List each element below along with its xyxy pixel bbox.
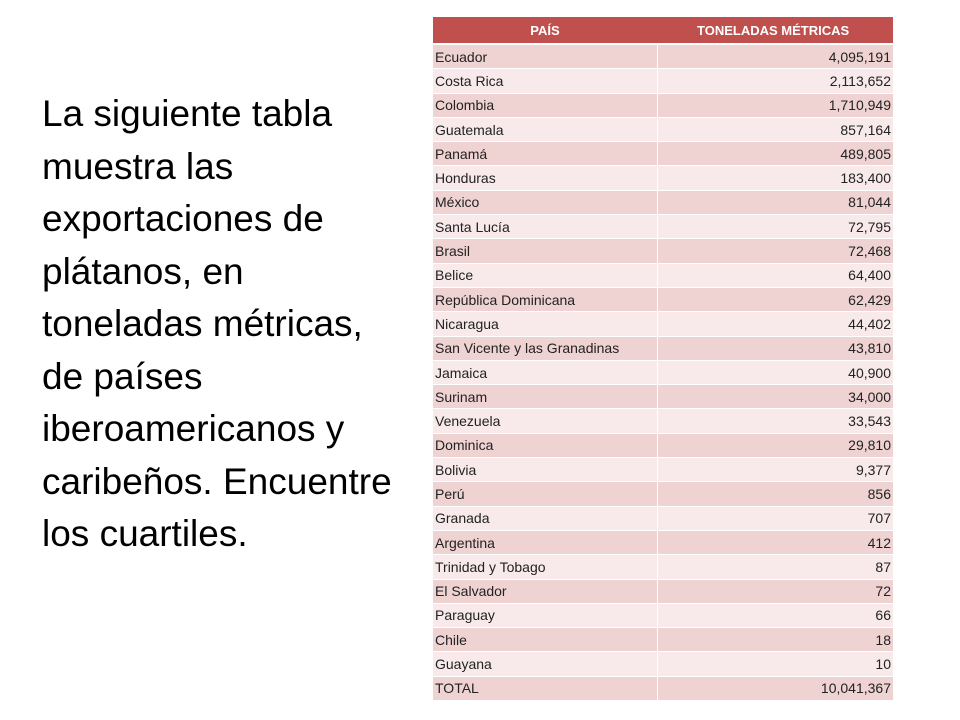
table-row (433, 190, 893, 214)
tonnes-cell: 64,400 (657, 263, 893, 287)
tonnes-cell: 62,429 (657, 287, 893, 311)
tonnes-cell: 9,377 (657, 458, 893, 482)
table-row (433, 287, 893, 311)
tonnes-cell: 1,710,949 (657, 93, 893, 117)
tonnes-cell: 857,164 (657, 117, 893, 141)
country-cell: México (433, 190, 657, 214)
country-cell: Colombia (433, 93, 657, 117)
country-cell: Argentina (433, 530, 657, 554)
table-row (433, 93, 893, 117)
tonnes-cell: 18 (657, 628, 893, 652)
country-cell: Venezuela (433, 409, 657, 433)
country-cell: Brasil (433, 239, 657, 263)
country-cell: Jamaica (433, 360, 657, 384)
tonnes-cell: 87 (657, 555, 893, 579)
table-row (433, 555, 893, 579)
country-cell: Guayana (433, 652, 657, 676)
country-cell: Honduras (433, 166, 657, 190)
tonnes-cell: 29,810 (657, 433, 893, 457)
table-row (433, 117, 893, 141)
tonnes-cell: 2,113,652 (657, 69, 893, 93)
table-row (433, 239, 893, 263)
country-cell: TOTAL (433, 676, 657, 700)
table-row (433, 166, 893, 190)
country-cell: Dominica (433, 433, 657, 457)
table-row (433, 458, 893, 482)
table-row (433, 506, 893, 530)
tonnes-cell: 856 (657, 482, 893, 506)
tonnes-cell: 40,900 (657, 360, 893, 384)
table-row (433, 433, 893, 457)
country-cell: San Vicente y las Granadinas (433, 336, 657, 360)
header-tonnes: TONELADAS MÉTRICAS (657, 17, 893, 44)
country-cell: Costa Rica (433, 69, 657, 93)
country-cell: Paraguay (433, 603, 657, 627)
table-row (433, 336, 893, 360)
header-row (433, 17, 893, 44)
table-row (433, 579, 893, 603)
tonnes-cell: 489,805 (657, 142, 893, 166)
tonnes-cell: 66 (657, 603, 893, 627)
tonnes-cell: 44,402 (657, 312, 893, 336)
country-cell: República Dominicana (433, 287, 657, 311)
country-cell: Santa Lucía (433, 215, 657, 239)
tonnes-cell: 72,795 (657, 215, 893, 239)
country-cell: Perú (433, 482, 657, 506)
exports-table (433, 17, 893, 701)
table-row (433, 482, 893, 506)
country-cell: Guatemala (433, 117, 657, 141)
table-row (433, 215, 893, 239)
table-row (433, 312, 893, 336)
tonnes-cell: 707 (657, 506, 893, 530)
tonnes-cell: 4,095,191 (657, 44, 893, 69)
tonnes-cell: 10 (657, 652, 893, 676)
country-cell: Panamá (433, 142, 657, 166)
tonnes-cell: 72,468 (657, 239, 893, 263)
table-row (433, 603, 893, 627)
table-body (433, 44, 893, 701)
tonnes-cell: 43,810 (657, 336, 893, 360)
country-cell: Surinam (433, 385, 657, 409)
country-cell: Chile (433, 628, 657, 652)
table-row (433, 44, 893, 69)
table-row (433, 360, 893, 384)
tonnes-cell: 81,044 (657, 190, 893, 214)
table-row (433, 652, 893, 676)
tonnes-cell: 34,000 (657, 385, 893, 409)
country-cell: Ecuador (433, 44, 657, 69)
tonnes-cell: 10,041,367 (657, 676, 893, 700)
prompt-text: La siguiente tabla muestra las exportaciones de plátanos, en toneladas métricas, de países iberoamericanos y caribeños. Encuentre los cuartiles. (42, 93, 392, 554)
country-cell: Granada (433, 506, 657, 530)
country-cell: Nicaragua (433, 312, 657, 336)
table-header (433, 17, 893, 44)
table-row (433, 142, 893, 166)
table-row (433, 263, 893, 287)
exports-table-container (433, 17, 893, 701)
table-row (433, 530, 893, 554)
tonnes-cell: 412 (657, 530, 893, 554)
country-cell: El Salvador (433, 579, 657, 603)
table-row (433, 385, 893, 409)
tonnes-cell: 72 (657, 579, 893, 603)
header-country: PAÍS (433, 17, 657, 44)
table-row (433, 69, 893, 93)
table-row (433, 676, 893, 700)
country-cell: Trinidad y Tobago (433, 555, 657, 579)
tonnes-cell: 183,400 (657, 166, 893, 190)
country-cell: Bolivia (433, 458, 657, 482)
table-row (433, 628, 893, 652)
tonnes-cell: 33,543 (657, 409, 893, 433)
country-cell: Belice (433, 263, 657, 287)
table-row (433, 409, 893, 433)
